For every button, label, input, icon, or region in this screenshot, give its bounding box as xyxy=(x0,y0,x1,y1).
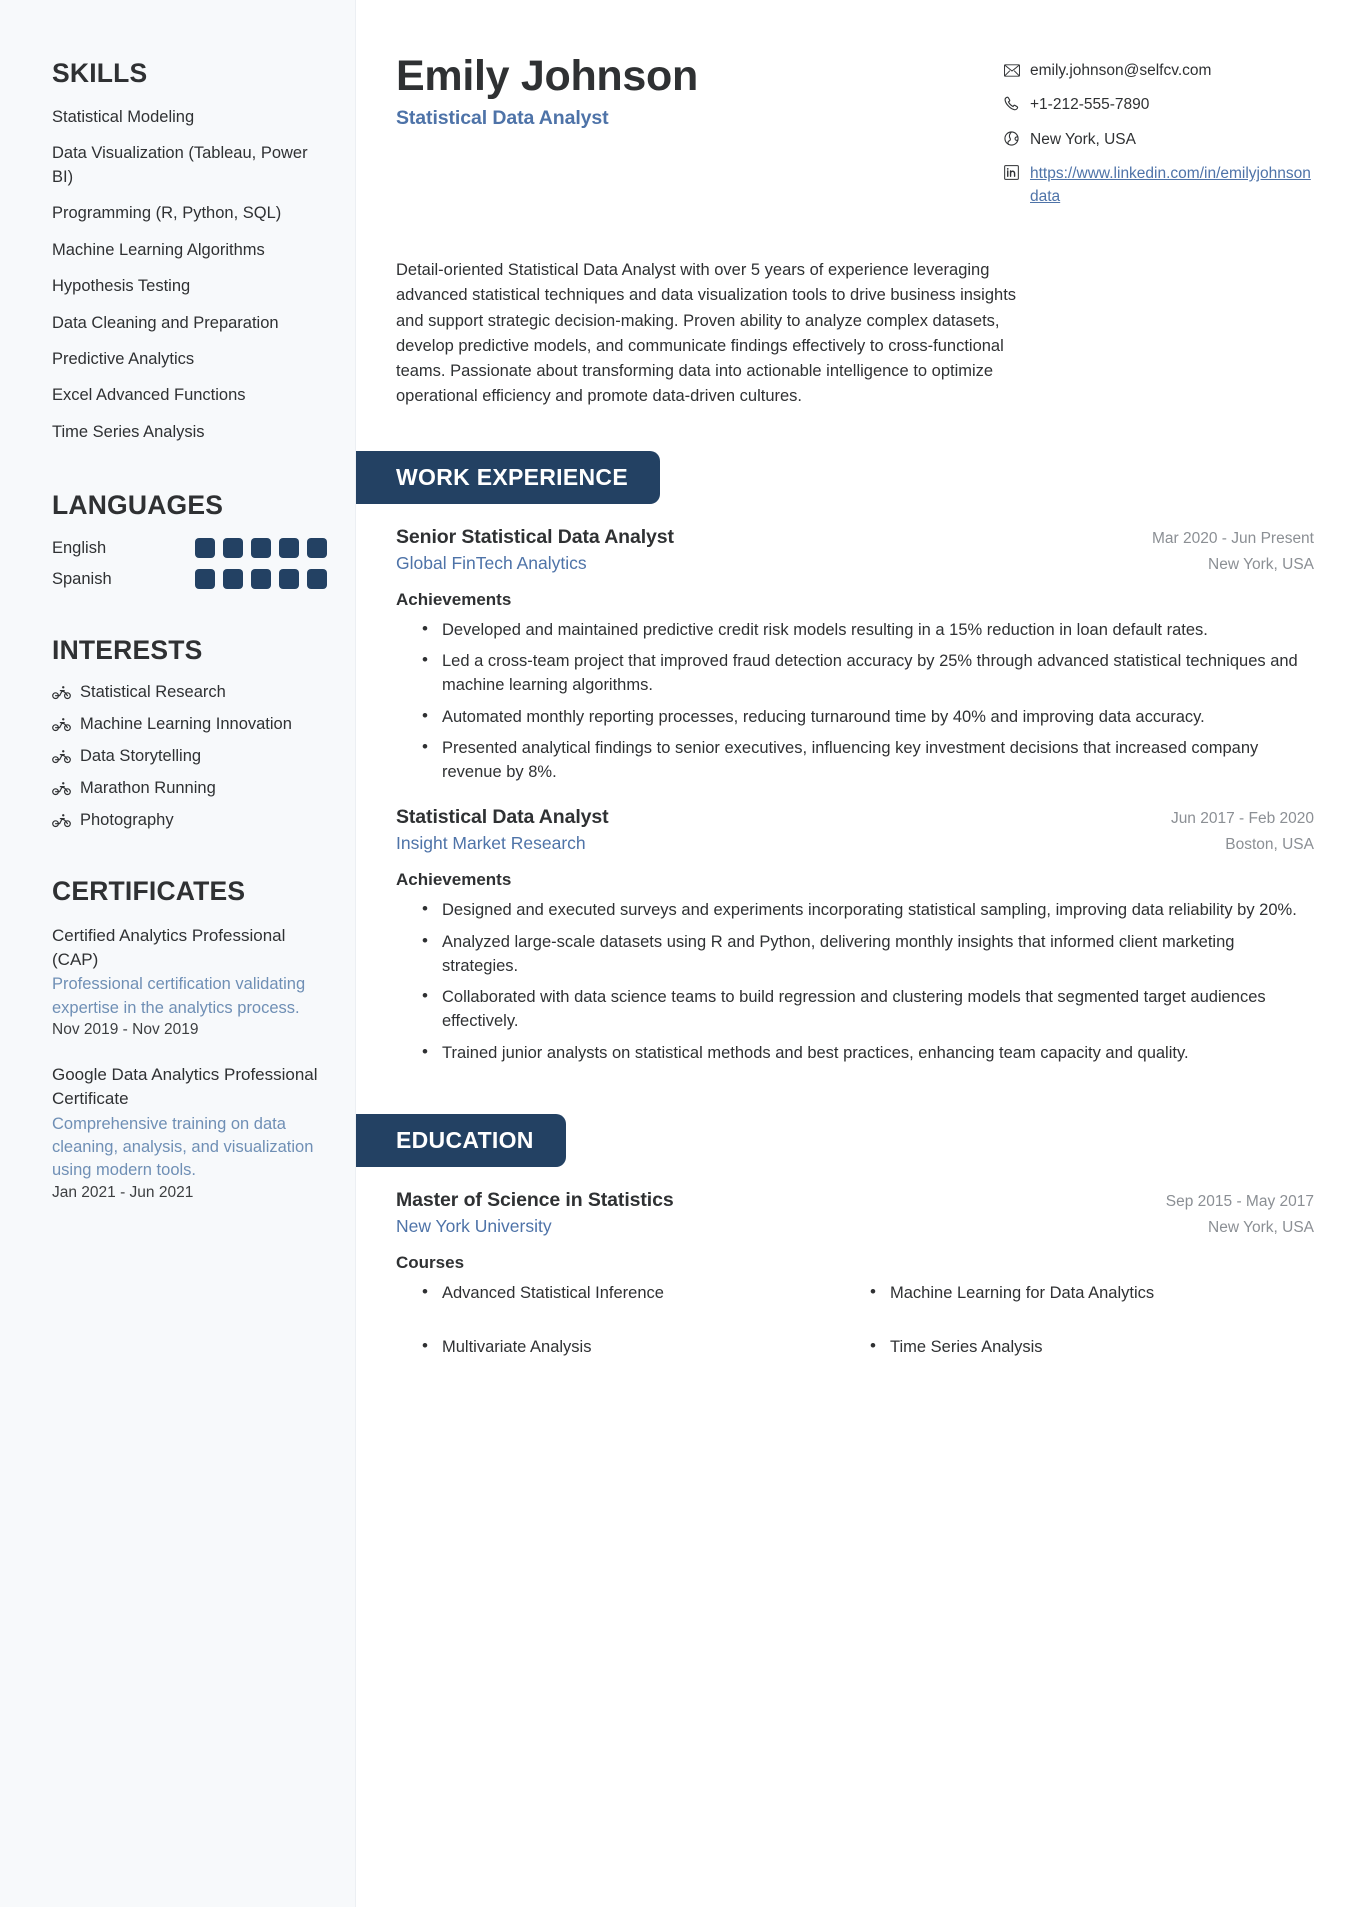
main-content xyxy=(356,0,1350,1907)
job-role: Senior Statistical Data Analyst xyxy=(396,525,674,548)
contact-row[interactable] xyxy=(1004,163,1314,208)
rating-square xyxy=(223,569,243,589)
interest-label: Machine Learning Innovation xyxy=(80,715,292,734)
skill-item: Time Series Analysis xyxy=(52,422,205,441)
skill-item: Data Visualization (Tableau, Power BI) xyxy=(52,144,308,186)
courses-label: Courses xyxy=(396,1252,465,1272)
entry-header xyxy=(396,526,1314,549)
bicycle-icon xyxy=(52,749,71,764)
certificate-item xyxy=(52,1063,327,1202)
achievement-item: • Automated monthly reporting processes, reducing turnaround time by 40% and improving data accuracy. xyxy=(442,705,1314,729)
interest-label: Data Storytelling xyxy=(80,747,202,766)
entry-subheader xyxy=(396,553,1314,574)
entry-location: Boston, USA xyxy=(1225,836,1314,854)
professional-summary: Detail-oriented Statistical Data Analyst with over 5 years of experience leveraging advanced statistical techniques and data visualization tools to drive business insights and support strategic decision-making. Proven ability to analyze complex datasets, develop predictive models, and communicate findings effectively to cross-functional teams. Passionate about transforming data into actionable intelligence to optimize operational efficiency and promote data-driven cultures. xyxy=(396,261,1017,405)
skill-item: Predictive Analytics xyxy=(52,349,195,368)
contact-value: emily.johnson@selfcv.com xyxy=(1030,62,1212,79)
rating-square xyxy=(223,538,243,558)
achievement-item: • Analyzed large-scale datasets using R and Python, delivering monthly insights that informed client marketing strategies. xyxy=(442,930,1314,979)
achievement-item: • Trained junior analysts on statistical methods and best practices, enhancing team capacity and quality. xyxy=(442,1041,1314,1065)
language-name: English xyxy=(52,538,107,557)
certificate-description: Comprehensive training on data cleaning, analysis, and visualization using modern tools. xyxy=(52,1114,314,1180)
contact-row xyxy=(1004,129,1314,153)
certificate-title: Google Data Analytics Professional Certificate xyxy=(52,1065,318,1109)
work-entry xyxy=(396,806,1314,1065)
interests-section xyxy=(52,635,327,830)
skills-list xyxy=(52,106,327,444)
linkedin-icon xyxy=(1004,165,1021,187)
entry-date: Sep 2015 - May 2017 xyxy=(1165,1192,1314,1210)
contact-row xyxy=(1004,94,1314,118)
interest-item xyxy=(52,779,327,798)
certificate-title: Certified Analytics Professional (CAP) xyxy=(52,926,286,970)
certificates-section xyxy=(52,876,327,1202)
interests-list xyxy=(52,683,327,830)
skill-item: Programming (R, Python, SQL) xyxy=(52,204,282,223)
contact-value: +1-212-555-7890 xyxy=(1030,96,1150,114)
page-title: Emily Johnson xyxy=(396,52,698,100)
bicycle-icon xyxy=(52,717,71,732)
school-name: New York University xyxy=(396,1215,552,1236)
interest-item xyxy=(52,747,327,766)
skill-item: Excel Advanced Functions xyxy=(52,386,246,405)
education-entry xyxy=(396,1189,1314,1390)
skill-item: Statistical Modeling xyxy=(52,108,195,126)
work-experience-banner: WORK EXPERIENCE xyxy=(356,451,660,504)
rating-square xyxy=(195,538,215,558)
contact-list xyxy=(1004,52,1314,218)
interest-label: Marathon Running xyxy=(80,779,216,798)
skills-section xyxy=(52,58,327,444)
bicycle-icon xyxy=(52,781,71,796)
rating-square xyxy=(279,569,299,589)
interest-item xyxy=(52,811,327,830)
globe-icon xyxy=(1004,131,1021,153)
degree-title: Master of Science in Statistics xyxy=(396,1188,674,1211)
job-role: Statistical Data Analyst xyxy=(396,806,609,829)
achievements-label: Achievements xyxy=(396,589,512,609)
work-entry xyxy=(396,526,1314,785)
achievements-list xyxy=(396,898,1314,1065)
language-row xyxy=(52,569,327,589)
rating-square xyxy=(195,569,215,589)
language-rating xyxy=(195,538,327,558)
interest-label: Statistical Research xyxy=(80,683,226,702)
phone-icon xyxy=(1004,96,1021,118)
language-row xyxy=(52,538,327,558)
education-entries xyxy=(396,1189,1314,1390)
certificate-date: Nov 2019 - Nov 2019 xyxy=(52,1021,199,1039)
skill-item: Data Cleaning and Preparation xyxy=(52,313,279,332)
certificate-date: Jan 2021 - Jun 2021 xyxy=(52,1183,194,1201)
interest-item xyxy=(52,715,327,734)
company-name: Insight Market Research xyxy=(396,833,586,854)
company-name: Global FinTech Analytics xyxy=(396,552,587,573)
bicycle-icon xyxy=(52,685,71,700)
course-item: • Multivariate Analysis xyxy=(442,1335,866,1359)
achievement-item: • Designed and executed surveys and experiments incorporating statistical sampling, improving data reliability by 20%. xyxy=(442,898,1314,922)
interests-heading: INTERESTS xyxy=(52,635,203,666)
certificate-description: Professional certification validating expertise in the analytics process. xyxy=(52,975,306,1017)
rating-square xyxy=(251,569,271,589)
entry-header xyxy=(396,806,1314,829)
achievements-list xyxy=(396,618,1314,785)
sidebar xyxy=(0,0,356,1907)
interest-label: Photography xyxy=(80,811,174,830)
achievement-item: • Led a cross-team project that improved fraud detection accuracy by 25% through advanced statistical techniques and machine learning algorithms. xyxy=(442,649,1314,698)
bicycle-icon xyxy=(52,813,71,828)
certificate-item xyxy=(52,924,327,1039)
entry-subheader xyxy=(396,1216,1314,1237)
rating-square xyxy=(279,538,299,558)
rating-square xyxy=(251,538,271,558)
course-item: • Advanced Statistical Inference xyxy=(442,1281,866,1305)
education-banner: EDUCATION xyxy=(356,1114,566,1167)
contact-value: New York, USA xyxy=(1030,130,1136,148)
job-title: Statistical Data Analyst xyxy=(396,107,609,130)
achievement-item: • Presented analytical findings to senior executives, influencing key investment decisions that increased company revenue by 8%. xyxy=(442,736,1314,785)
certificates-heading: CERTIFICATES xyxy=(52,876,246,907)
skills-heading: SKILLS xyxy=(52,58,148,88)
entry-date: Jun 2017 - Feb 2020 xyxy=(1170,810,1314,828)
rating-square xyxy=(307,569,327,589)
entry-location: New York, USA xyxy=(1208,1218,1314,1236)
identity-block xyxy=(396,52,698,130)
course-item: • Time Series Analysis xyxy=(890,1335,1314,1359)
entry-date: Mar 2020 - Jun Present xyxy=(1152,529,1314,547)
interest-item xyxy=(52,683,327,702)
achievement-item: • Developed and maintained predictive credit risk models resulting in a 15% reduction in loan default rates. xyxy=(442,618,1314,642)
language-name: Spanish xyxy=(52,569,112,588)
entry-header xyxy=(396,1189,1314,1212)
achievements-label: Achievements xyxy=(396,870,512,890)
entry-subheader xyxy=(396,833,1314,854)
skill-item: Hypothesis Testing xyxy=(52,277,191,296)
contact-row xyxy=(1004,60,1314,84)
skill-item: Machine Learning Algorithms xyxy=(52,240,265,259)
work-experience-entries xyxy=(396,526,1314,1065)
resume-header xyxy=(396,52,1314,218)
achievement-item: • Collaborated with data science teams to build regression and clustering models that segmented target audiences effectively. xyxy=(442,985,1314,1034)
envelope-icon xyxy=(1004,62,1021,84)
languages-list xyxy=(52,538,327,589)
languages-section xyxy=(52,490,327,589)
language-rating xyxy=(195,569,327,589)
course-item: • Machine Learning for Data Analytics xyxy=(890,1281,1314,1305)
certificates-list xyxy=(52,924,327,1202)
rating-square xyxy=(307,538,327,558)
courses-grid xyxy=(396,1281,1314,1390)
languages-heading: LANGUAGES xyxy=(52,490,224,521)
entry-location: New York, USA xyxy=(1208,555,1314,573)
contact-value[interactable]: https://www.linkedin.com/in/emilyjohnsondata xyxy=(1030,165,1311,205)
